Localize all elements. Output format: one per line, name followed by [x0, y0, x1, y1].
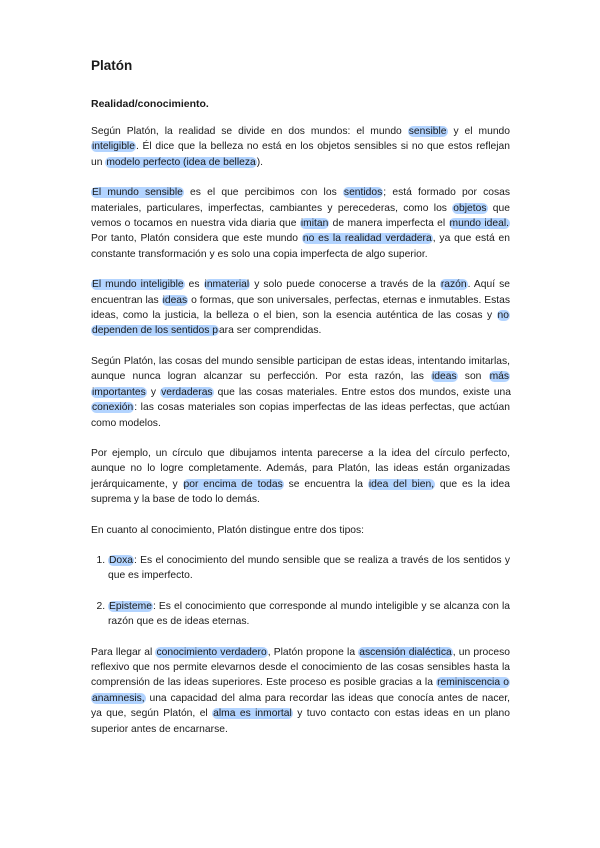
highlighted-text: conocimiento verdadero [156, 646, 267, 658]
text-run: , ya que está en constante transformación y es solo una copia imperfecta de algo superior. [91, 233, 510, 260]
paragraph [91, 446, 510, 508]
highlighted-text: sentidos [343, 187, 383, 199]
text-run: Por ejemplo, un círculo que dibujamos intenta parecerse a la idea del círculo perfecto, aunque no lo logre completamente. Además, para Platón, las ideas están organizadas jerárquicamente, y [91, 447, 510, 490]
paragraph [91, 354, 510, 431]
paragraph [91, 185, 510, 262]
highlighted-text: sensible [408, 126, 447, 137]
list-item [108, 553, 510, 584]
text-run: que es la idea suprema y la base de todo lo demás. [91, 478, 510, 506]
highlighted-text: inteligible [92, 141, 135, 153]
highlighted-text: idea del bien, [368, 478, 435, 490]
text-run: En cuanto al conocimiento, Platón distingue entre dos tipos: [91, 524, 365, 536]
list-item [108, 599, 510, 630]
text-run: , un proceso reflexivo que nos permite elevarnos desde el conocimiento de las cosas sensibles hasta la comprensión de las ideas superiores. Este proceso es posible gracias a la [91, 646, 511, 689]
text-run: Según Platón, la realidad se divide en dos mundos: el mundo [91, 126, 408, 137]
highlighted-text: razón [440, 279, 467, 291]
highlighted-text: alma es inmortal [213, 708, 292, 720]
text-run: Según Platón, las cosas del mundo sensible participan de estas ideas, intentando imitarlas, aunque nunca logran alcanzar su perfección. Por esta razón, las [91, 355, 510, 383]
text-run: . Él dice que la belleza no está en los objetos sensibles si no que estos reflejan un [91, 141, 510, 168]
highlighted-text: ideas [162, 294, 188, 306]
highlighted-text: imitan [300, 218, 329, 230]
text-run: es [184, 279, 204, 291]
highlighted-text: Doxa [109, 554, 134, 566]
highlighted-text: El mundo inteligible [92, 279, 184, 291]
text-run: y el mundo [447, 126, 511, 137]
highlighted-text: objetos [453, 202, 487, 214]
text-run: , Platón propone la [267, 646, 359, 658]
text-run: : Es el conocimiento del mundo sensible que se realiza a través de los sentidos y que es imperfecto. [108, 554, 510, 582]
highlighted-text: reminiscencia o anamnesis, [92, 677, 509, 704]
knowledge-types-list [91, 553, 510, 630]
highlighted-text: verdaderas [161, 386, 213, 398]
highlighted-text: El mundo sensible [92, 187, 183, 199]
text-run: ; está formado por cosas materiales, particulares, imperfectas, cambiantes y perecederas, como los [91, 187, 510, 214]
text-run: ). [256, 156, 264, 168]
highlighted-text: ascensión dialéctica [359, 646, 452, 658]
highlighted-text: inmaterial [204, 279, 250, 291]
highlighted-text: ideas [432, 371, 457, 383]
text-run: y [146, 386, 161, 398]
text-run: que las cosas materiales. Entre estos dos mundos, existe una [213, 386, 512, 398]
highlighted-text: no dependen de los sentidos p [92, 310, 509, 337]
text-run: Para llegar al [91, 646, 156, 658]
text-run: se encuentra la [283, 478, 368, 490]
body-before-list [91, 124, 510, 538]
paragraph [91, 523, 510, 538]
highlighted-text: conexión [92, 402, 134, 414]
highlighted-text: Episteme [109, 600, 152, 612]
paragraph [91, 645, 510, 737]
text-run: es el que percibimos con los [183, 187, 343, 199]
paragraph [91, 277, 510, 339]
body-after-list [91, 645, 510, 737]
text-run: o formas, que son universales, perfectas, eternas e inmutables. Estas ideas, como la justicia, la belleza o el bien, son la esencia auténtica de las cosas y [91, 294, 510, 322]
document-page [91, 58, 510, 752]
highlighted-text: más importantes [92, 371, 510, 398]
highlighted-text: modelo perfecto (idea de belleza [106, 156, 256, 168]
text-run: : Es el conocimiento que corresponde al mundo inteligible y se alcanza con la razón que es de ideas eternas. [108, 600, 510, 628]
text-run: y solo puede conocerse a través de la [250, 279, 440, 291]
text-run: de manera imperfecta el [329, 218, 449, 230]
highlighted-text: no es la realidad verdadera [302, 233, 432, 245]
text-run: : las cosas materiales son copias imperfectas de las ideas perfectas, que actúan como modelos. [91, 402, 510, 429]
text-run: son [457, 371, 489, 383]
text-run: una capacidad del alma para recordar las ideas que conocía antes de nacer, ya que, según Platón, el [91, 692, 510, 720]
highlighted-text: mundo ideal. [449, 218, 509, 230]
text-run: ara ser comprendidas. [218, 325, 322, 337]
highlighted-text: por encima de todas [183, 478, 283, 490]
text-run: y tuvo contacto con estas ideas en un plano superior antes de encarnarse. [91, 708, 510, 735]
document-title: Platón [91, 58, 133, 73]
text-run: . Aquí se encuentran las [91, 279, 510, 306]
section-heading: Realidad/conocimiento. [91, 98, 209, 110]
paragraph [91, 124, 510, 170]
text-run: que vemos o tocamos en nuestra vida diaria que [91, 202, 510, 230]
text-run: Por tanto, Platón considera que este mundo [91, 233, 302, 245]
